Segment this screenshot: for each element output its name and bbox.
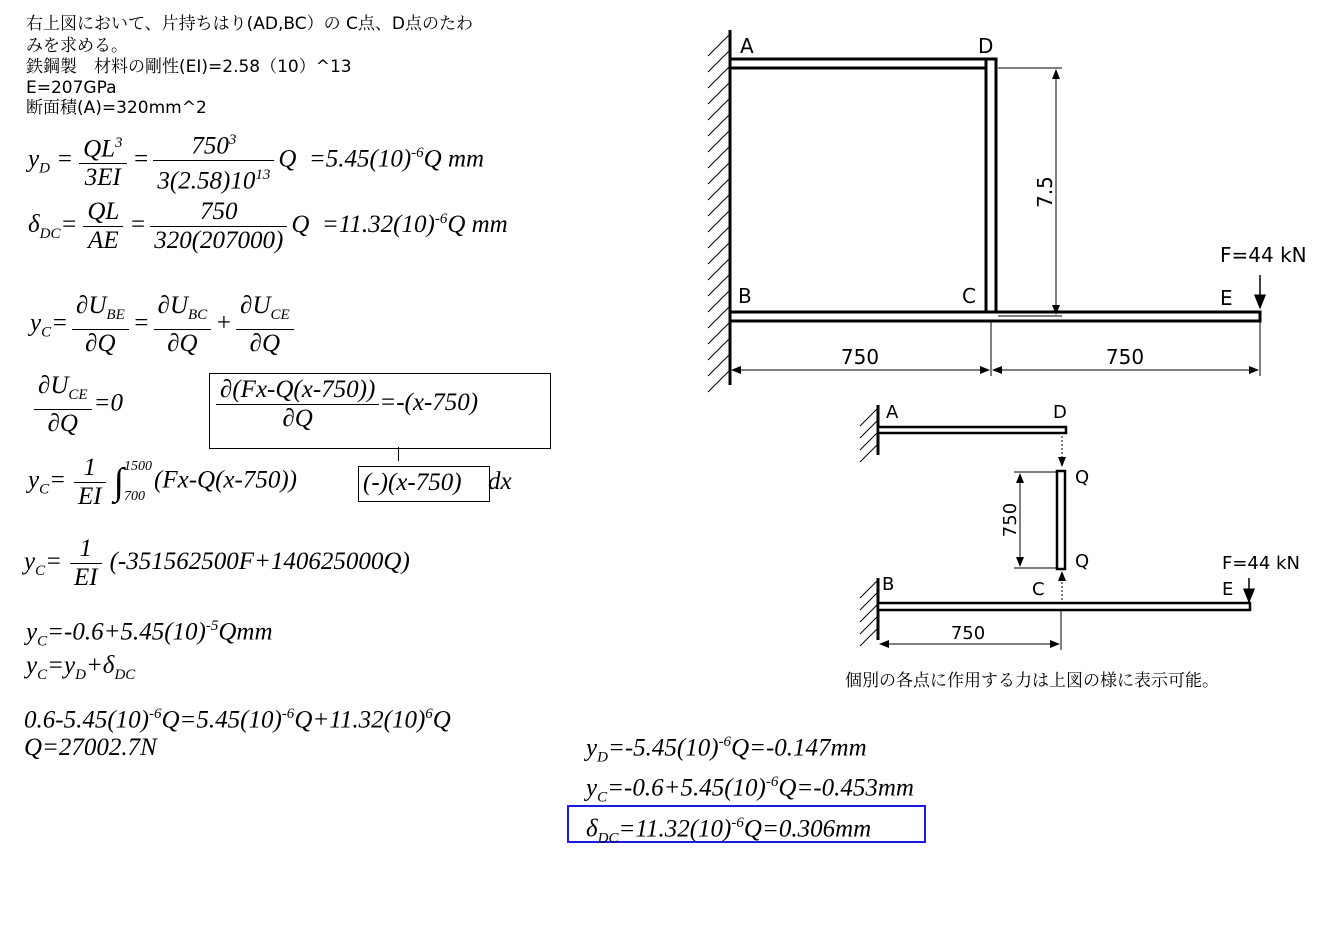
equation-delta-dc: $\delta_{DC}=$ $\frac{QL}{AE}$ = $\frac{750}{320(207000)}$ $Q =11.32(10)^{-6}Q$ mm <box>28 198 508 254</box>
equation-yc-numeric: $y_C=-0.6+5.45(10)^{-5}Qmm$ <box>26 618 273 650</box>
fbd-force-label: F=44 kN <box>1222 553 1300 574</box>
q-result: Q=27002.7N <box>24 734 157 761</box>
problem-line-1: 右上図において、片持ちはり(AD,BC）の C点、D点のたわ <box>26 14 474 34</box>
fbd-label-e: E <box>1222 579 1234 600</box>
result-yc: $y_C=-0.6+5.45(10)^{-6}Q=-0.453mm$ <box>586 774 914 806</box>
frame-diagram <box>700 20 1324 400</box>
dim-vertical-label: 7.5 <box>1033 176 1057 208</box>
beam-ad <box>730 59 990 68</box>
equation-integral: $y_C=$ $\frac{1}{EI}$ ∫ 1500 700 (Fx-Q(x-750)) <box>28 453 297 510</box>
fbd-dim-vertical-label: 750 <box>1000 502 1021 538</box>
equation-balance: $0.6-5.45(10)^{-6}Q=5.45(10)^{-6}Q+11.32(10)^6Q$ <box>24 706 451 734</box>
problem-line-5: 断面積(A)=320mm^2 <box>26 98 207 118</box>
fbd-rod <box>1057 471 1065 569</box>
fbd-beam-be <box>878 603 1250 610</box>
result-yd: $y_D=-5.45(10)^{-6}Q=-0.147mm$ <box>586 734 867 766</box>
tie-rod-dc <box>986 59 996 321</box>
box-connector <box>398 447 399 461</box>
integral-dx: dx <box>488 468 512 495</box>
problem-line-2: みを求める。 <box>26 36 128 56</box>
diagram-caption: 個別の各点に作用する力は上図の様に表示可能。 <box>845 671 1219 691</box>
beam-be <box>730 312 1260 321</box>
label-d: D <box>978 34 994 58</box>
equation-yc-castigliano: $y_C=$ $\frac{\partial U_{BE}}{\partial Q}$ = $\frac{\partial U_{BC}}{\partial Q}$ + $\frac{\partial U_{CE}}{\partial Q}$ <box>30 292 298 358</box>
fbd-label-d: D <box>1053 402 1067 423</box>
fbd-dim-horizontal-label: 750 <box>950 623 986 644</box>
fbd-label-a: A <box>886 402 899 423</box>
wall-hatch <box>708 34 730 392</box>
label-a: A <box>740 34 754 58</box>
equation-duce-zero: $\frac{\partial U_{CE}}{\partial Q}$ =0 <box>32 372 123 438</box>
problem-line-3: 鉄鋼製 材料の剛性(EI)=2.58（10）^13 <box>26 57 352 77</box>
force-label: F=44 kN <box>1220 243 1307 267</box>
label-e: E <box>1220 286 1233 310</box>
dim-left-label: 750 <box>840 345 880 369</box>
result-delta-dc: $\delta_{DC}=11.32(10)^{-6}Q=0.306mm$ <box>586 815 872 847</box>
free-body-diagram <box>840 395 1324 655</box>
equation-yc-expanded: $y_C=$ $\frac{1}{EI}$ (-351562500F+140625000Q) <box>24 535 410 591</box>
equation-yd: $y_D$ = $\frac{QL^3}{3EI}$ = $\frac{750^3}{3(2.58)10^{13}}$ $Q =5.45(10)^{-6}Q$ mm <box>28 132 485 195</box>
label-c: C <box>962 284 976 308</box>
fbd-beam-ad <box>878 427 1066 433</box>
derivative-box: $\frac{\partial(Fx-Q(x-750))}{\partial Q}$ =-(x-750) <box>209 373 551 449</box>
fbd-label-b: B <box>882 574 895 595</box>
fbd-label-c: C <box>1032 579 1045 600</box>
integral-boxed-factor: (-)(x-750) <box>358 466 490 502</box>
fbd-label-q2: Q <box>1075 551 1090 572</box>
fbd-label-q1: Q <box>1075 467 1090 488</box>
equation-compatibility: $y_C=y_D+\delta_{DC}$ <box>26 652 136 683</box>
dim-right-label: 750 <box>1105 345 1145 369</box>
label-b: B <box>738 284 752 308</box>
problem-line-4: E=207GPa <box>26 78 117 98</box>
